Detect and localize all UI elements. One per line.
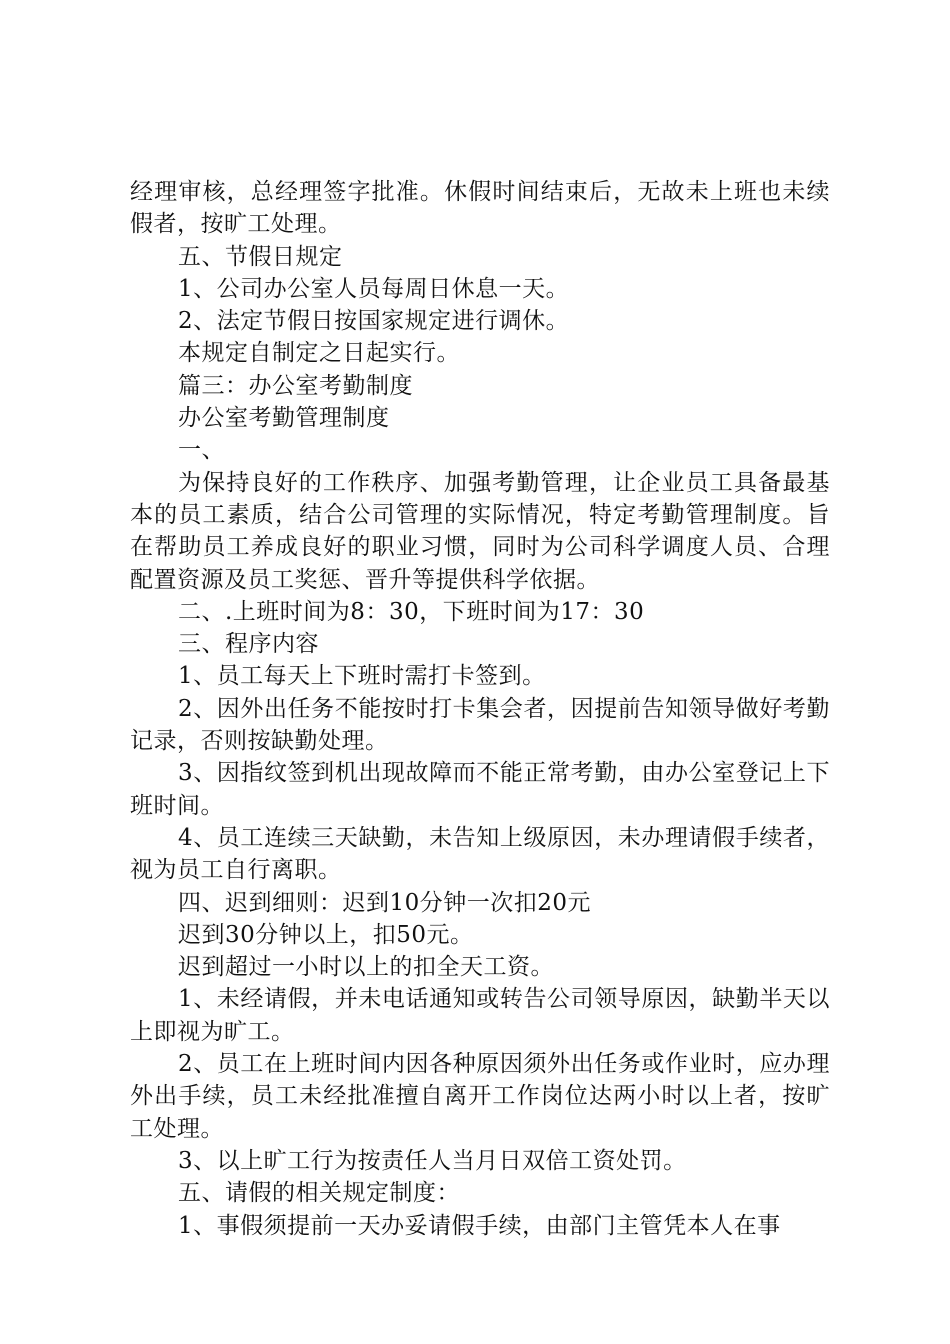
paragraph: 本规定自制定之日起实行。: [178, 340, 460, 367]
paragraph: 经理审核，总经理签字批准。休假时间结束后，无故未上班也未续假者，按旷工处理。: [130, 179, 830, 238]
section-heading: 四、迟到细则：迟到10分钟一次扣20元: [178, 889, 592, 916]
section-heading: 三、程序内容: [178, 631, 319, 658]
paragraph: 迟到超过一小时以上的扣全天工资。: [178, 954, 554, 981]
paragraph: 2、法定节假日按国家规定进行调休。: [178, 308, 570, 335]
document-title: 办公室考勤管理制度: [178, 405, 390, 432]
paragraph: 1、未经请假，并未电话通知或转告公司领导原因，缺勤半天以上即视为旷工。: [130, 986, 830, 1045]
document-body: [130, 176, 830, 1242]
chapter-title: 篇三：办公室考勤制度: [178, 372, 413, 399]
paragraph: 1、事假须提前一天办妥请假手续，由部门主管凭本人在事: [178, 1212, 781, 1239]
paragraph: 2、因外出任务不能按时打卡集会者，因提前告知领导做好考勤记录，否则按缺勤处理。: [130, 695, 830, 755]
section-heading: 一、: [178, 437, 225, 464]
section-heading: 五、请假的相关规定制度：: [178, 1180, 460, 1207]
paragraph: 3、以上旷工行为按责任人当月日双倍工资处罚。: [178, 1147, 687, 1174]
paragraph: 1、员工每天上下班时需打卡签到。: [178, 663, 546, 690]
paragraph: 4、员工连续三天缺勤，未告知上级原因，未办理请假手续者，视为员工自行离职。: [130, 824, 830, 884]
paragraph: 2、员工在上班时间内因各种原因须外出任务或作业时，应办理外出手续，员工未经批准擅自离开工作岗位达两小时以上者，按旷工处理。: [130, 1051, 830, 1142]
paragraph: 1、公司办公室人员每周日休息一天。: [178, 275, 570, 302]
paragraph: 迟到30分钟以上，扣50元。: [178, 921, 474, 948]
paragraph: 3、因指纹签到机出现故障而不能正常考勤，由办公室登记上下班时间。: [130, 760, 830, 819]
paragraph: 为保持良好的工作秩序、加强考勤管理，让企业员工具备最基本的员工素质，结合公司管理的实际情况，特定考勤管理制度。旨在帮助员工养成良好的职业习惯，同时为公司科学调度人员、合理配置资源及员工奖惩、晋升等提供科学依据。: [130, 469, 830, 593]
section-heading: 二、.上班时间为8：30，下班时间为17：30: [178, 598, 645, 625]
section-heading: 五、节假日规定: [178, 243, 343, 270]
